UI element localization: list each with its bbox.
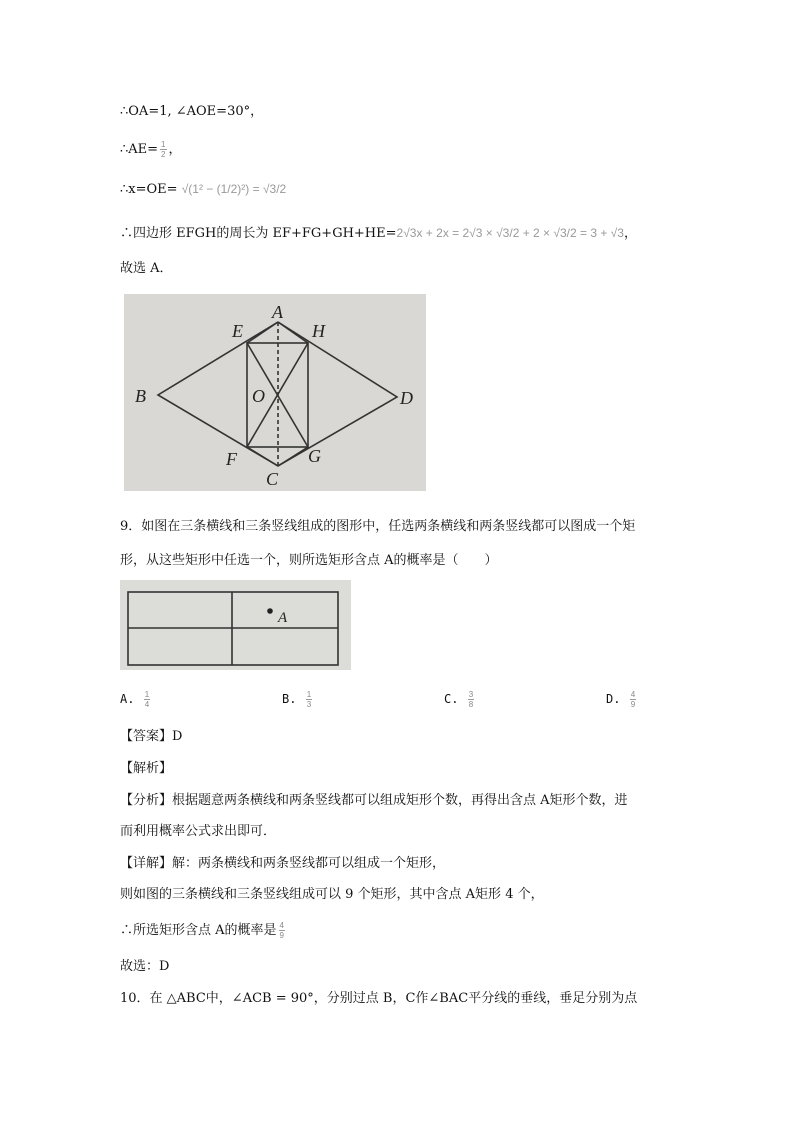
text: ∴AE= [120, 142, 159, 157]
label-e: E [232, 321, 243, 341]
label-d: D [400, 388, 413, 408]
numerator: 4 [279, 921, 284, 930]
numerator: 1 [161, 140, 166, 149]
fraction [279, 921, 285, 940]
denominator: 4 [144, 700, 150, 709]
numerator: 4 [630, 690, 636, 699]
solution-line-4 [120, 224, 637, 243]
solution-line-3 [120, 180, 286, 199]
text: ∴四边形 EFGH的周长为 EF+FG+GH+HE= [120, 226, 397, 241]
option-letter: C. [444, 692, 459, 706]
fraction [144, 690, 150, 709]
denominator: 3 [306, 700, 312, 709]
denominator: 9 [279, 931, 284, 940]
analysis-line-2: 而利用概率公式求出即可． [120, 824, 277, 839]
option-a[interactable] [120, 690, 152, 709]
answer: 【答案】D [120, 729, 183, 744]
denominator: 9 [630, 700, 636, 709]
text: ∴所选矩形含点 A的概率是 [120, 923, 277, 938]
q9-line-2: 形，从这些矩形中任选一个，则所选矩形含点 A的概率是（ ） [120, 553, 498, 568]
analysis-line-1: 【分析】根据题意两条横线和两条竖线都可以组成矩形个数，再得出含点 A矩形个数，进 [120, 793, 628, 808]
fraction [160, 140, 166, 159]
detail-line-2: 则如图的三条横线和三条竖线组成可以 9 个矩形，其中含点 A矩形 4 个， [120, 887, 544, 902]
label-g: G [308, 446, 321, 466]
fraction [630, 690, 636, 709]
numerator: 1 [306, 690, 312, 699]
label-a: A [272, 302, 283, 322]
grid-figure [120, 580, 351, 670]
choose-line: 故选：D [120, 959, 170, 974]
option-letter: B. [282, 692, 297, 706]
formula: √(1² − (1/2)²) = √3/2 [181, 182, 287, 196]
solution-line-5: 故选 A． [120, 261, 173, 276]
q10-line-1: 10．在 △ABC中，∠ACB = 90°，分别过点 B，C作∠BAC平分线的垂线，垂足分别为点 [120, 991, 638, 1006]
formula: 2√3x + 2x = 2√3 × √3/2 + 2 × √3/2 = 3 + √3 [396, 226, 624, 240]
solution-line-1: ∴OA=1, ∠AOE=30°， [120, 104, 264, 119]
numerator: 1 [144, 690, 150, 699]
denominator: 8 [468, 700, 474, 709]
option-letter: A. [120, 692, 135, 706]
fraction [468, 690, 474, 709]
detail-line-1: 【详解】解：两条横线和两条竖线都可以组成一个矩形， [120, 856, 446, 871]
label-h: H [312, 321, 325, 341]
option-c[interactable] [444, 690, 476, 709]
label-f: F [226, 449, 237, 469]
label-c: C [266, 469, 279, 489]
analysis-heading: 【解析】 [120, 761, 173, 776]
rhombus-figure [124, 294, 426, 491]
text: ∴x=OE= [120, 182, 178, 197]
label-b: B [135, 386, 146, 406]
numerator: 3 [468, 690, 474, 699]
solution-line-2 [120, 140, 182, 159]
fraction [306, 690, 312, 709]
text: ， [168, 142, 182, 157]
label-o: O [252, 386, 265, 406]
detail-line-3 [120, 921, 287, 940]
point-a-label: A [278, 610, 288, 626]
text: ， [623, 226, 637, 241]
option-d[interactable] [606, 690, 638, 709]
option-letter: D. [606, 692, 621, 706]
denominator: 2 [161, 150, 166, 159]
option-b[interactable] [282, 690, 314, 709]
q9-line-1: 9．如图在三条横线和三条竖线组成的图形中，任选两条横线和两条竖线都可以图成一个矩 [120, 519, 636, 534]
